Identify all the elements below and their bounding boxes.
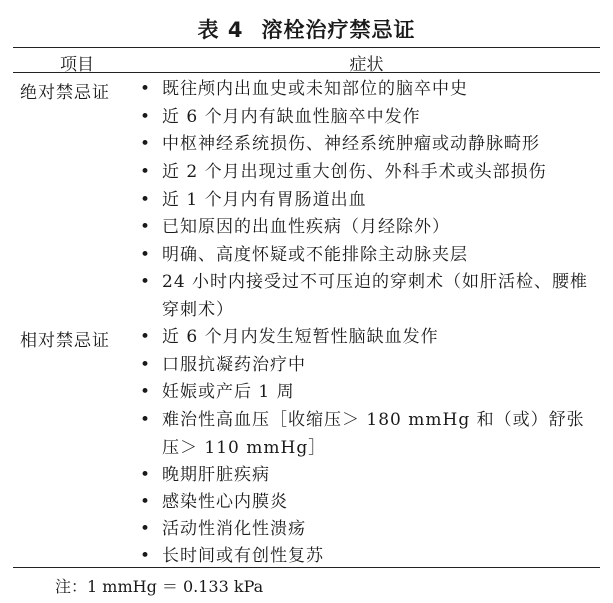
list-item: • 24 小时内接受过不可压迫的穿刺术（如肝活检、腰椎穿刺术） <box>140 269 595 324</box>
bullet: • <box>140 382 151 402</box>
list-item: • 感染性心内膜炎 <box>140 489 595 517</box>
bullet: • <box>140 410 151 430</box>
list-item: • 近 6 个月内有缺血性脑卒中发作 <box>140 104 595 132</box>
bullet: • <box>140 162 151 182</box>
table-number: 表 4 <box>197 18 244 42</box>
bullet: • <box>140 272 151 292</box>
list-item: • 口服抗凝药治疗中 <box>140 352 595 380</box>
list-item: • 中枢神经系统损伤、神经系统肿瘤或动静脉畸形 <box>140 131 595 159</box>
list-item: • 已知原因的出血性疾病（月经除外） <box>140 214 595 242</box>
footnote: 注：1 mmHg ＝ 0.133 kPa <box>55 577 264 596</box>
top-rule <box>13 47 600 48</box>
list-item: • 长时间或有创性复苏 <box>140 543 595 571</box>
list-item: • 活动性消化性溃疡 <box>140 516 595 544</box>
list-item: • 近 1 个月内有胃肠道出血 <box>140 187 595 215</box>
bottom-rule <box>13 567 600 568</box>
bullet: • <box>140 217 151 237</box>
bullet: • <box>140 465 151 485</box>
table-title <box>0 14 613 44</box>
list-item: • 妊娠或产后 1 周 <box>140 379 595 407</box>
bullet: • <box>140 492 151 512</box>
column-header-item: 项目 <box>60 55 94 75</box>
bullet: • <box>140 190 151 210</box>
header-rule <box>13 72 600 73</box>
category-relative: 相对禁忌证 <box>20 331 110 351</box>
bullet: • <box>140 327 151 347</box>
column-header-symptom: 症状 <box>349 55 384 75</box>
bullet: • <box>140 519 151 539</box>
table-title-text: 溶栓治疗禁忌证 <box>261 18 416 42</box>
bullet: • <box>140 546 151 566</box>
bullet: • <box>140 134 151 154</box>
category-absolute: 绝对禁忌证 <box>20 83 110 103</box>
bullet: • <box>140 245 151 265</box>
bullet: • <box>140 107 151 127</box>
list-item: • 晚期肝脏疾病 <box>140 462 595 490</box>
list-item: • 既往颅内出血史或未知部位的脑卒中史 <box>140 76 595 104</box>
list-item: • 难治性高血压［收缩压＞ 180 mmHg 和（或）舒张压＞ 110 mmHg］ <box>140 407 595 462</box>
list-item: • 近 2 个月出现过重大创伤、外科手术或头部损伤 <box>140 159 595 187</box>
list-item: • 近 6 个月内发生短暂性脑缺血发作 <box>140 324 595 352</box>
bullet: • <box>140 355 151 375</box>
list-item: • 明确、高度怀疑或不能排除主动脉夹层 <box>140 242 595 270</box>
bullet: • <box>140 79 151 99</box>
